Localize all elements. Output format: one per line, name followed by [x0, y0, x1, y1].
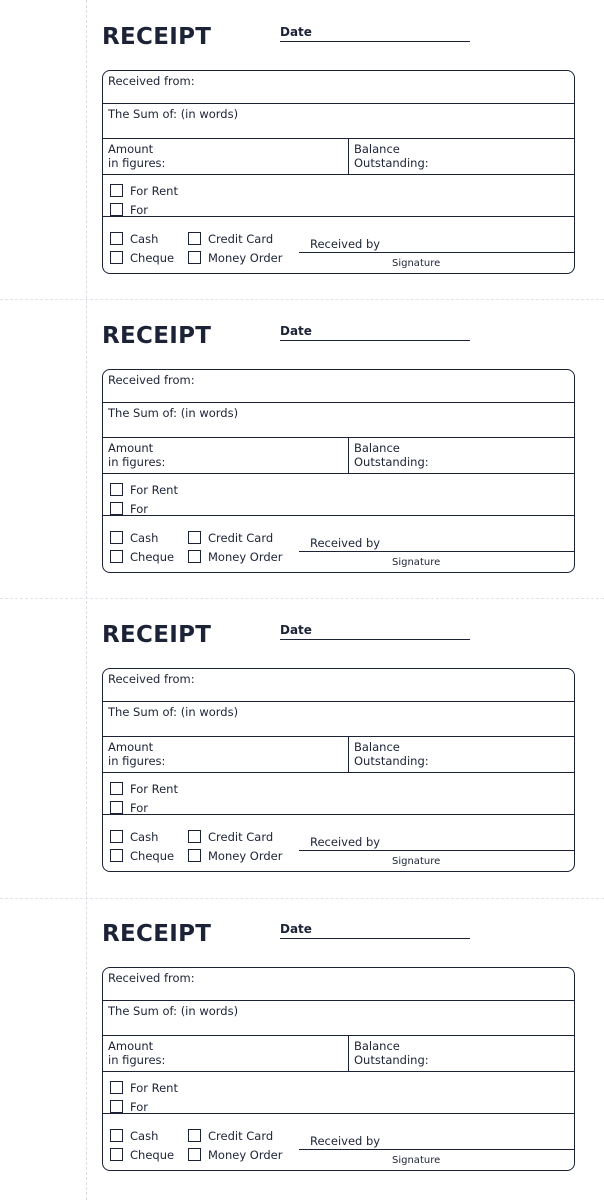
divider [103, 174, 574, 175]
for-label: For [130, 502, 148, 516]
credit-card-checkbox[interactable] [188, 830, 201, 843]
money-order-checkbox[interactable] [188, 849, 201, 862]
date-field[interactable] [280, 938, 470, 939]
balance-label-line1: Balance [354, 740, 400, 754]
amount-label-line1: Amount [108, 740, 154, 754]
money-order-checkbox[interactable] [188, 550, 201, 563]
amount-label-line2: in figures: [108, 1053, 166, 1067]
received-from-label: Received from: [108, 971, 195, 985]
divider [103, 772, 574, 773]
receipt-box [102, 668, 575, 872]
balance-label-line1: Balance [354, 142, 400, 156]
receipt-box [102, 369, 575, 573]
amount-label-line2: in figures: [108, 156, 166, 170]
divider [103, 736, 574, 737]
amount-label-line1: Amount [108, 1039, 154, 1053]
credit-card-label: Credit Card [208, 232, 274, 246]
date-field[interactable] [280, 41, 470, 42]
signature-line[interactable] [299, 252, 574, 253]
divider [103, 814, 574, 815]
divider [103, 515, 574, 516]
money-order-label: Money Order [208, 1148, 283, 1162]
receipt-box [102, 967, 575, 1171]
divider [103, 437, 574, 438]
signature-line[interactable] [299, 850, 574, 851]
for-rent-checkbox[interactable] [110, 782, 123, 795]
divider [103, 701, 574, 702]
amount-label-line1: Amount [108, 441, 154, 455]
divider [348, 1035, 349, 1071]
amount-label-line1: Amount [108, 142, 154, 156]
cheque-checkbox[interactable] [110, 1148, 123, 1161]
received-by-label: Received by [310, 237, 381, 251]
received-by-label: Received by [310, 1134, 381, 1148]
balance-label-line2: Outstanding: [354, 754, 429, 768]
money-order-label: Money Order [208, 849, 283, 863]
for-label: For [130, 801, 148, 815]
cash-label: Cash [130, 531, 159, 545]
credit-card-checkbox[interactable] [188, 531, 201, 544]
divider [103, 402, 574, 403]
divider [348, 437, 349, 473]
for-rent-checkbox[interactable] [110, 483, 123, 496]
cheque-label: Cheque [130, 550, 175, 564]
received-from-label: Received from: [108, 672, 195, 686]
amount-label-line2: in figures: [108, 455, 166, 469]
divider [103, 216, 574, 217]
for-checkbox[interactable] [110, 801, 123, 814]
receipt-title: RECEIPT [102, 921, 212, 947]
cash-label: Cash [130, 1129, 159, 1143]
receipt-title: RECEIPT [102, 323, 212, 349]
received-by-label: Received by [310, 835, 381, 849]
credit-card-checkbox[interactable] [188, 1129, 201, 1142]
sum-in-words-label: The Sum of: (in words) [108, 705, 239, 719]
for-rent-label: For Rent [130, 184, 178, 198]
balance-label-line2: Outstanding: [354, 156, 429, 170]
balance-label-line2: Outstanding: [354, 455, 429, 469]
sum-in-words-label: The Sum of: (in words) [108, 406, 239, 420]
money-order-checkbox[interactable] [188, 1148, 201, 1161]
divider [103, 1071, 574, 1072]
receipt-form [0, 897, 604, 1196]
balance-label-line1: Balance [354, 441, 400, 455]
balance-label-line2: Outstanding: [354, 1053, 429, 1067]
cheque-checkbox[interactable] [110, 550, 123, 563]
signature-label: Signature [392, 258, 441, 269]
cash-checkbox[interactable] [110, 1129, 123, 1142]
receipt-form [0, 0, 604, 299]
divider [103, 1000, 574, 1001]
cash-checkbox[interactable] [110, 232, 123, 245]
receipt-form [0, 598, 604, 897]
date-label: Date [280, 25, 312, 39]
cheque-checkbox[interactable] [110, 849, 123, 862]
divider [103, 1035, 574, 1036]
cheque-label: Cheque [130, 251, 175, 265]
for-label: For [130, 203, 148, 217]
divider [103, 138, 574, 139]
for-checkbox[interactable] [110, 203, 123, 216]
cheque-checkbox[interactable] [110, 251, 123, 264]
date-label: Date [280, 623, 312, 637]
for-rent-label: For Rent [130, 782, 178, 796]
for-rent-checkbox[interactable] [110, 184, 123, 197]
received-from-label: Received from: [108, 74, 195, 88]
money-order-label: Money Order [208, 251, 283, 265]
receipt-title: RECEIPT [102, 622, 212, 648]
signature-label: Signature [392, 856, 441, 867]
date-field[interactable] [280, 340, 470, 341]
amount-label-line2: in figures: [108, 754, 166, 768]
money-order-checkbox[interactable] [188, 251, 201, 264]
cash-checkbox[interactable] [110, 830, 123, 843]
sum-in-words-label: The Sum of: (in words) [108, 107, 239, 121]
receipt-box [102, 70, 575, 274]
for-checkbox[interactable] [110, 502, 123, 515]
date-field[interactable] [280, 639, 470, 640]
cheque-label: Cheque [130, 849, 175, 863]
for-checkbox[interactable] [110, 1100, 123, 1113]
cash-checkbox[interactable] [110, 531, 123, 544]
received-by-label: Received by [310, 536, 381, 550]
divider [103, 103, 574, 104]
divider [103, 1113, 574, 1114]
for-rent-checkbox[interactable] [110, 1081, 123, 1094]
date-label: Date [280, 324, 312, 338]
divider [348, 138, 349, 174]
cheque-label: Cheque [130, 1148, 175, 1162]
cash-label: Cash [130, 232, 159, 246]
signature-line[interactable] [299, 551, 574, 552]
credit-card-label: Credit Card [208, 1129, 274, 1143]
receipt-title: RECEIPT [102, 24, 212, 50]
credit-card-label: Credit Card [208, 531, 274, 545]
credit-card-checkbox[interactable] [188, 232, 201, 245]
received-from-label: Received from: [108, 373, 195, 387]
signature-label: Signature [392, 557, 441, 568]
money-order-label: Money Order [208, 550, 283, 564]
for-rent-label: For Rent [130, 483, 178, 497]
sum-in-words-label: The Sum of: (in words) [108, 1004, 239, 1018]
credit-card-label: Credit Card [208, 830, 274, 844]
cash-label: Cash [130, 830, 159, 844]
for-label: For [130, 1100, 148, 1114]
balance-label-line1: Balance [354, 1039, 400, 1053]
signature-line[interactable] [299, 1149, 574, 1150]
receipt-form [0, 299, 604, 598]
date-label: Date [280, 922, 312, 936]
divider [103, 473, 574, 474]
signature-label: Signature [392, 1155, 441, 1166]
for-rent-label: For Rent [130, 1081, 178, 1095]
divider [348, 736, 349, 772]
